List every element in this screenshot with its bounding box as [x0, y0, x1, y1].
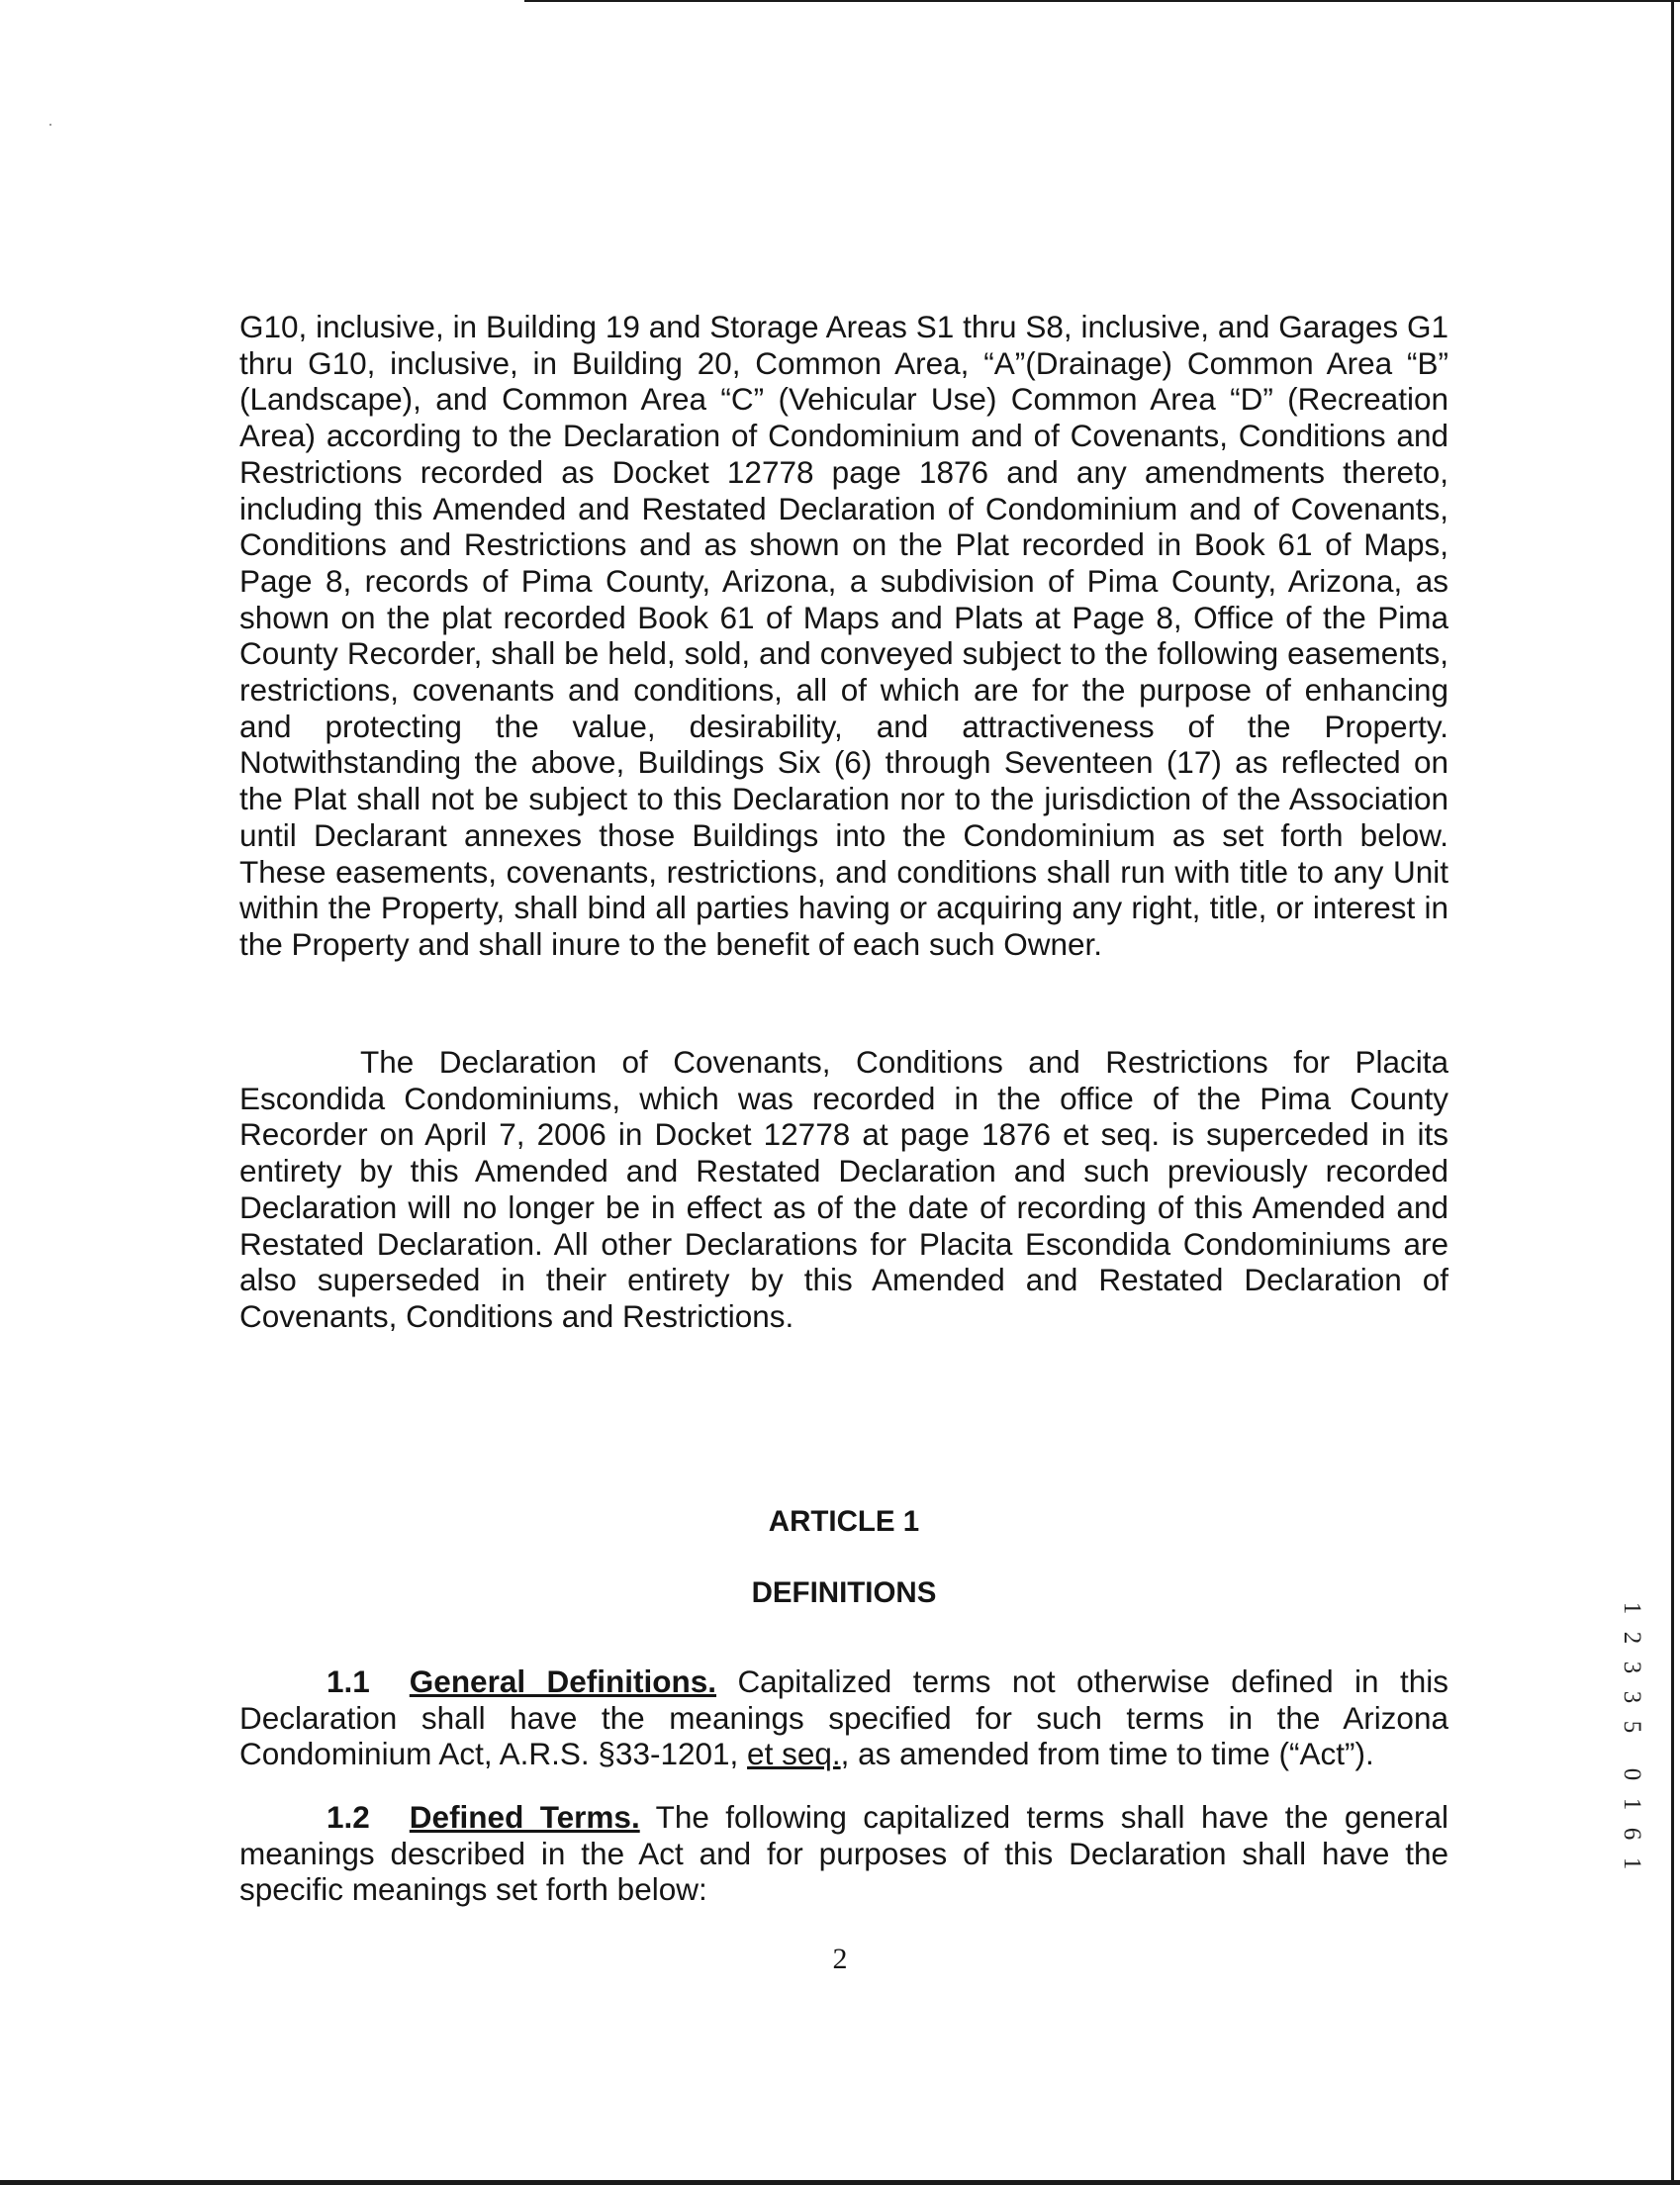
recording-stamp: [1618, 1593, 1645, 1878]
property-description-paragraph: G10, inclusive, in Building 19 and Storage Areas S1 thru S8, inclusive, and Garages G1 thru G10, inclusive, in Building 20, Common Area, “A”(Drainage) Common Area “B” (Landscape), and Common Area “C” (Vehicular Use) Common Area “D” (Recreation Area) according to the Declaration of Condominium and of Covenants, Conditions and Restrictions recorded as Docket 12778 page 1876 and any amendments thereto, including this Amended and Restated Declaration of Condominium and of Covenants, Conditions and Restrictions and as shown on the Plat recorded in Book 61 of Maps, Page 8, records of Pima County, Arizona, a subdivision of Pima County, Arizona, as shown on the plat recorded Book 61 of Maps and Plats at Page 8, Office of the Pima County Recorder, shall be held, sold, and conveyed subject to the following easements, restrictions, covenants and conditions, all of which are for the purpose of enhancing and protecting the value, desirability, and attractiveness of the Property. Notwithstanding the above, Buildings Six (6) through Seventeen (17) as reflected on the Plat shall not be subject to this Declaration nor to the jurisdiction of the Association until Declarant annexes those Buildings into the Condominium as set forth below. These easements, covenants, restrictions, and conditions shall run with title to any Unit within the Property, shall bind all parties having or acquiring any right, title, or interest in the Property and shall inure to the benefit of each such Owner.: [239, 309, 1448, 962]
section-number: 1.1: [327, 1663, 370, 1699]
section-1-2: [239, 1799, 1448, 1908]
supersession-paragraph: The Declaration of Covenants, Conditions and Restrictions for Placita Escondida Condominiums, which was recorded in the office of the Pima County Recorder on April 7, 2006 in Docket 12778 at page 1876 et seq. is superceded in its entirety by this Amended and Restated Declaration and such previously recorded Declaration will no longer be in effect as of the date of recording of this Amended and Restated Declaration. All other Declarations for Placita Escondida Condominiums are also superseded in their entirety by this Amended and Restated Declaration of Covenants, Conditions and Restrictions.: [239, 1044, 1448, 1334]
stamp-digit: 3: [1619, 1661, 1645, 1674]
scan-speck: [49, 124, 51, 126]
section-title: General Definitions.: [409, 1663, 717, 1699]
section-text: Capitalized terms not otherwise defined in this Declaration shall have the meanings specified for such terms in the Arizona Condominium Act, A.R.S. §33-1201,: [239, 1663, 1448, 1772]
section-title: Defined Terms.: [409, 1799, 640, 1835]
scan-border-right: [1671, 0, 1674, 2185]
article-heading: ARTICLE 1: [768, 1505, 920, 1538]
stamp-digit: 1: [1619, 1601, 1645, 1615]
stamp-digit: 1: [1619, 1856, 1645, 1870]
stamp-digit: 0: [1619, 1767, 1645, 1781]
recording-stamp-docket: [1618, 1593, 1645, 1742]
article-title: DEFINITIONS: [751, 1576, 937, 1609]
section-number: 1.2: [327, 1799, 370, 1835]
et-seq-citation: et seq.: [747, 1736, 841, 1772]
stamp-digit: 2: [1619, 1631, 1645, 1645]
section-text-end: , as amended from time to time (“Act”).: [840, 1736, 1374, 1772]
stamp-digit: 5: [1619, 1720, 1645, 1734]
stamp-digit: 1: [1619, 1797, 1645, 1811]
page-number: 2: [832, 1943, 848, 1975]
scan-border-top: [524, 0, 1680, 2]
section-1-1: [239, 1663, 1448, 1772]
stamp-digit: 6: [1619, 1827, 1645, 1841]
scan-border-bottom: [0, 2180, 1680, 2185]
stamp-digit: 3: [1619, 1690, 1645, 1704]
section-text: The following capitalized terms shall have the general meanings described in the Act and for purposes of this Declaration shall have the specific meanings set forth below:: [239, 1799, 1448, 1908]
recording-stamp-page: [1618, 1759, 1645, 1878]
